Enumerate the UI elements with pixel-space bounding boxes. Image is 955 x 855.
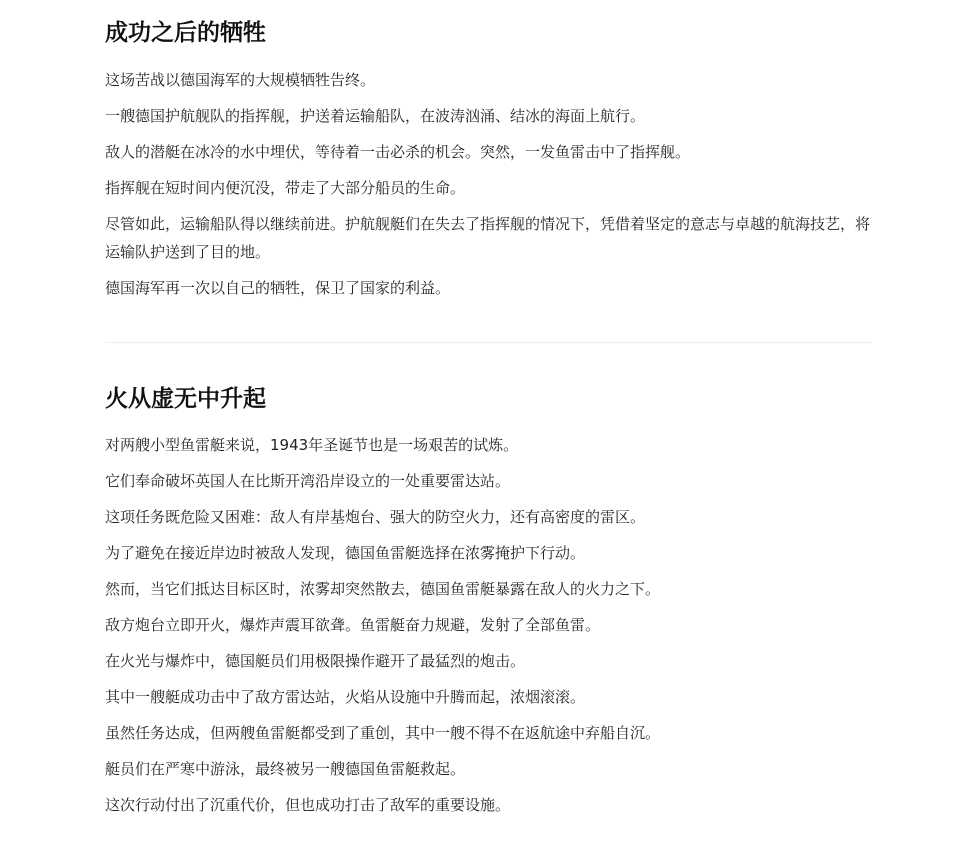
paragraph: 尽管如此，运输船队得以继续前进。护航舰艇们在失去了指挥舰的情况下，凭借着坚定的意志与卓越的航海技艺，将运输队护送到了目的地。 — [105, 215, 871, 261]
paragraph: 这项任务既危险又困难：敌人有岸基炮台、强大的防空火力，还有高密度的雷区。 — [105, 508, 646, 526]
paragraph: 敌方炮台立即开火，爆炸声震耳欲聋。鱼雷艇奋力规避，发射了全部鱼雷。 — [105, 616, 601, 634]
section-body-sacrifice — [105, 66, 875, 310]
paragraph: 为了避免在接近岸边时被敌人发现，德国鱼雷艇选择在浓雾掩护下行动。 — [105, 544, 586, 562]
paragraph: 一艘德国护航舰队的指挥舰，护送着运输船队，在波涛汹涌、结冰的海面上航行。 — [105, 107, 646, 125]
paragraph: 敌人的潜艇在冰冷的水中埋伏，等待着一击必杀的机会。突然，一发鱼雷击中了指挥舰。 — [105, 143, 691, 161]
paragraph: 它们奉命破坏英国人在比斯开湾沿岸设立的一处重要雷达站。 — [105, 472, 511, 490]
paragraph: 然而，当它们抵达目标区时，浓雾却突然散去，德国鱼雷艇暴露在敌人的火力之下。 — [105, 580, 661, 598]
section-divider — [105, 342, 872, 343]
paragraph: 对两艘小型鱼雷艇来说，1943年圣诞节也是一场艰苦的试炼。 — [105, 436, 519, 454]
section-title-fire: 火从虚无中升起 — [105, 386, 266, 412]
paragraph: 这场苦战以德国海军的大规模牺牲告终。 — [105, 71, 376, 89]
paragraph: 其中一艘艇成功击中了敌方雷达站，火焰从设施中升腾而起，浓烟滚滚。 — [105, 688, 586, 706]
paragraph: 虽然任务达成，但两艘鱼雷艇都受到了重创，其中一艘不得不在返航途中弃船自沉。 — [105, 724, 661, 742]
paragraph: 这次行动付出了沉重代价，但也成功打击了敌军的重要设施。 — [105, 796, 511, 814]
paragraph: 艇员们在严寒中游泳，最终被另一艘德国鱼雷艇救起。 — [105, 760, 466, 778]
paragraph: 德国海军再一次以自己的牺牲，保卫了国家的利益。 — [105, 279, 451, 297]
section-title-sacrifice: 成功之后的牺牲 — [105, 20, 266, 46]
section-body-fire — [105, 431, 875, 827]
paragraph: 在火光与爆炸中，德国艇员们用极限操作避开了最猛烈的炮击。 — [105, 652, 526, 670]
paragraph: 指挥舰在短时间内便沉没，带走了大部分船员的生命。 — [105, 179, 466, 197]
